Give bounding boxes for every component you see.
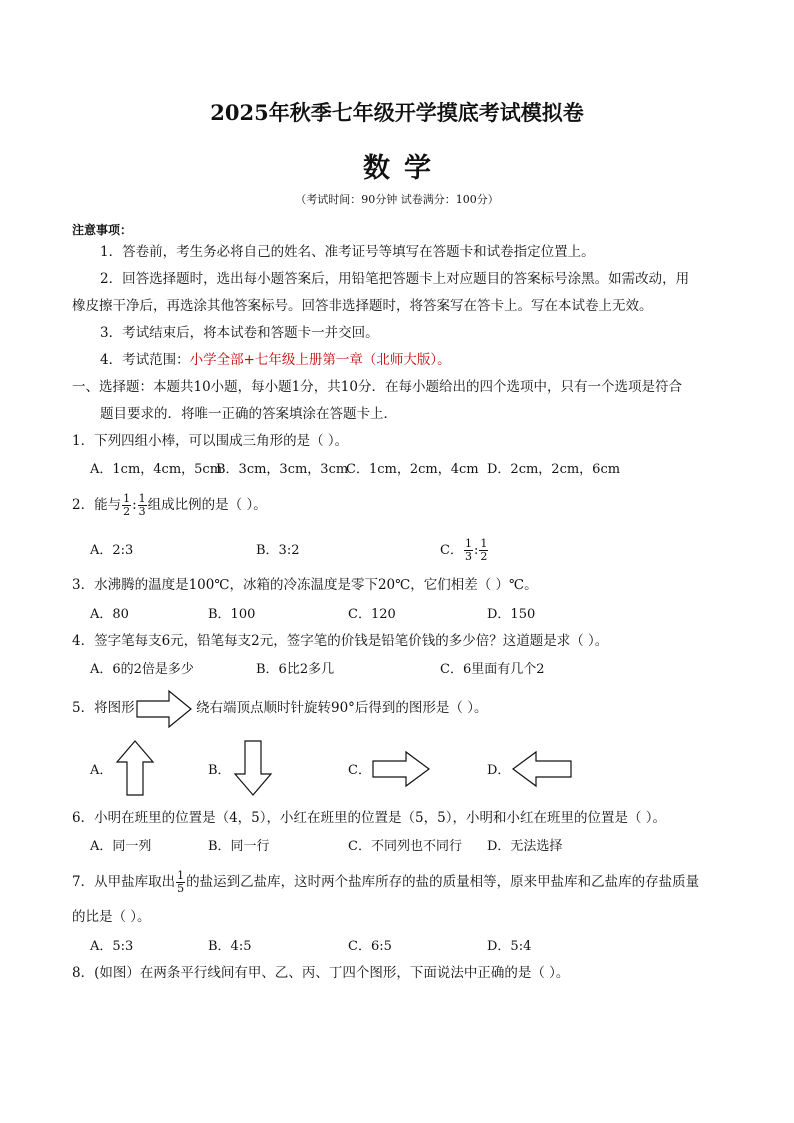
arrow-down-icon[interactable] [234,740,272,796]
question-2-option-b[interactable]: B．3:2 [256,543,300,558]
notice-item-2-line-2: 橡皮擦干净后，再选涂其他答案标号。回答非选择题时，将答案写在答卡上。写在本试卷上无效。 [72,298,653,314]
question-2-option-a[interactable]: A．2:3 [90,543,134,558]
arrow-left-icon[interactable] [512,751,572,787]
question-4-option-a[interactable]: A．6的2倍是多少 [90,662,194,677]
question-5-option-b[interactable]: B． [208,763,231,778]
question-3-option-b[interactable]: B．100 [208,607,256,622]
question-1-option-b[interactable]: B．3cm，3cm，3cm [216,462,349,477]
arrow-up-icon[interactable] [116,740,154,796]
question-8-stem: 8．(如图）在两条平行线间有甲、乙、丙、丁四个图形，下面说法中正确的是（ ）。 [72,965,570,981]
question-6-option-c[interactable]: C．不同列也不同行 [348,839,462,854]
exam-scope: 小学全部+七年级上册第一章（北师大版）。 [189,352,451,368]
question-3-stem: 3．水沸腾的温度是100℃，冰箱的冷冻温度是零下20℃，它们相差（ ）℃。 [72,577,538,593]
question-3-option-a[interactable]: A．80 [90,607,129,622]
question-7-stem-line-2: 的比是（ ）。 [72,909,151,925]
question-7-option-b[interactable]: B．4:5 [208,939,252,954]
question-6-option-a[interactable]: A．同一列 [90,839,152,854]
question-3-option-c[interactable]: C．120 [348,607,396,622]
arrow-right-icon[interactable] [372,751,430,787]
question-2-prefix: 2．能与 [72,497,122,513]
question-7-option-d[interactable]: D．5:4 [487,939,532,954]
question-4-option-c[interactable]: C．6里面有几个2 [440,662,545,677]
notice-item-4 [100,348,451,373]
question-7-option-a[interactable]: A．5:3 [90,939,134,954]
notice-item-2-line-1: 2．回答选择题时，选出每小题答案后，用铅笔把答题卡上对应题目的答案标号涂黑。如需改动，用 [100,271,690,287]
question-5-prefix: 5．将图形 [72,700,135,716]
exam-title: 2025年秋季七年级开学摸底考试模拟卷 [210,100,584,125]
question-2-option-c[interactable]: C． $\frac{1}{3}$ : $\frac{1}{2}$ [440,537,488,563]
question-6-option-b[interactable]: B．同一行 [208,839,270,854]
question-5-suffix: 绕右端顶点顺时针旋转90°后得到的图形是（ ）。 [196,700,488,716]
fraction-one-half: $\frac{1}{2}$ [123,492,131,518]
question-6-stem: 6．小明在班里的位置是（4，5），小红在班里的位置是（5，5），小明和小红在班里的位置是（ ）。 [72,810,666,826]
question-4-stem: 4．签字笔每支6元，铅笔每支2元，签字笔的价钱是铅笔价钱的多少倍？这道题是求（ ）。 [72,633,609,649]
arrow-right-figure-icon [136,690,192,728]
question-5-option-a[interactable]: A． [90,763,113,778]
notice-heading: 注意事项： [72,223,133,237]
question-5-option-d[interactable]: D． [487,763,511,778]
question-1-option-c[interactable]: C．1cm，2cm，4cm [346,462,479,477]
notice-item-4-prefix: 4．考试范围： [100,352,190,368]
section-1-instructions-line-1: 一、选择题：本题共10小题，每小题1分，共10分．在每小题给出的四个选项中，只有一个选项是符合 [72,379,682,395]
question-6-option-d[interactable]: D．无法选择 [487,839,563,854]
section-1-instructions-line-2: 题目要求的．将唯一正确的答案填涂在答题卡上． [100,406,397,422]
subject-title: 数学 [363,153,445,184]
question-7-option-c[interactable]: C．6:5 [348,939,392,954]
question-2-stem: 2．能与 $\frac{1}{2}$ : $\frac{1}{3}$ 组成比例的是（ ）。 [72,492,267,518]
notice-item-1: 1．答卷前，考生务必将自己的姓名、准考证号等填写在答题卡和试卷指定位置上。 [100,244,595,260]
exam-info: （考试时间：90分钟 试卷满分：100分） [295,193,499,206]
question-1-option-d[interactable]: D．2cm，2cm，6cm [487,462,621,477]
notice-item-3: 3．考试结束后，将本试卷和答题卡一并交回。 [100,325,379,341]
question-5-option-c[interactable]: C． [348,763,371,778]
fraction-one-third: $\frac{1}{3}$ [138,492,146,518]
question-4-option-b[interactable]: B．6比2多几 [256,662,335,677]
fraction-one-fifth: $\frac{1}{5}$ [177,869,185,895]
question-3-option-d[interactable]: D．150 [487,607,536,622]
question-1-stem: 1．下列四组小棒，可以围成三角形的是（ ）。 [72,433,349,449]
question-2-suffix: 组成比例的是（ ）。 [147,497,267,513]
question-1-option-a[interactable]: A．1cm，4cm，5cm [90,462,223,477]
question-7-stem: 7．从甲盐库取出 $\frac{1}{5}$ 的盐运到乙盐库，这时两个盐库所存的盐的质量相等，原来甲盐库和乙盐库的存盐质量 [72,869,700,895]
